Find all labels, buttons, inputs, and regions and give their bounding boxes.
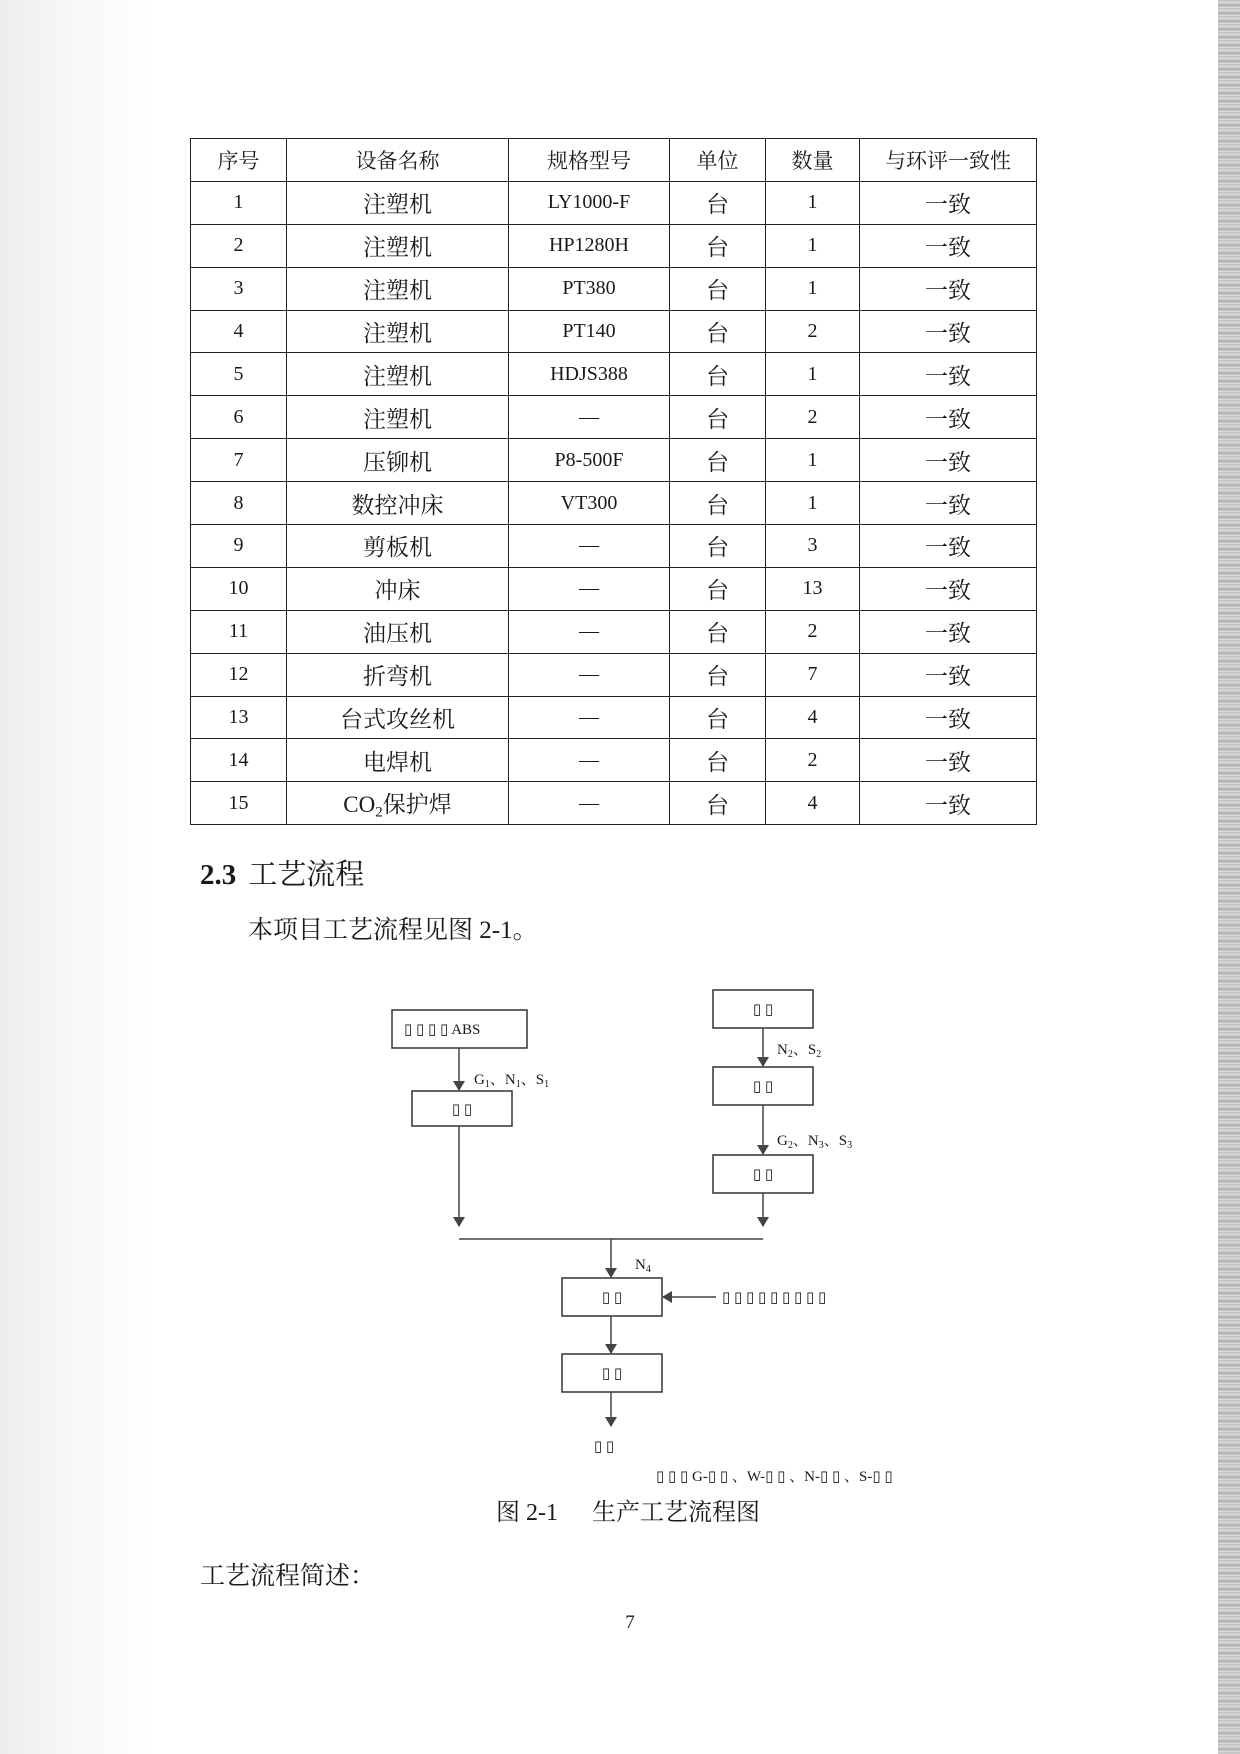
scan-shading-left <box>0 0 150 1754</box>
cell-qty: 2 <box>766 739 860 782</box>
cell-no: 1 <box>191 181 287 224</box>
figure-caption-title: 生产工艺流程图 <box>592 1500 760 1526</box>
cell-name: 数控冲床 <box>287 482 509 525</box>
table-row <box>191 567 1037 610</box>
flow-text-left-step: ▯ ▯ <box>451 1102 473 1118</box>
cell-no: 15 <box>191 782 287 825</box>
header-cell-unit: 单位 <box>670 139 766 182</box>
table-row <box>191 525 1037 568</box>
cell-model: PT380 <box>509 267 670 310</box>
cell-qty: 2 <box>766 310 860 353</box>
cell-consistency: 一致 <box>860 610 1037 653</box>
cell-qty: 1 <box>766 482 860 525</box>
table-row <box>191 439 1037 482</box>
cell-unit: 台 <box>670 353 766 396</box>
cell-unit: 台 <box>670 482 766 525</box>
table-row <box>191 482 1037 525</box>
cell-model: — <box>509 610 670 653</box>
cell-qty: 1 <box>766 224 860 267</box>
equipment-table <box>190 138 1037 825</box>
flow-label-merge-noise: $N_4$ <box>635 1257 651 1275</box>
cell-name: 油压机 <box>287 610 509 653</box>
scan-edge-right <box>1218 0 1240 1754</box>
cell-name <box>287 782 509 825</box>
flow-label-right-emissions-2: $G_2$、$N_3$、$S_3$ <box>777 1133 853 1151</box>
table-row <box>191 610 1037 653</box>
cell-no: 12 <box>191 653 287 696</box>
cell-no: 14 <box>191 739 287 782</box>
cell-model: — <box>509 739 670 782</box>
flow-text-right-top: ▯ ▯ <box>752 1002 774 1018</box>
cell-model: P8-500F <box>509 439 670 482</box>
figure-caption <box>496 1492 760 1527</box>
table-header-row <box>191 139 1037 182</box>
cell-model: — <box>509 653 670 696</box>
cell-name: 剪板机 <box>287 525 509 568</box>
cell-qty: 3 <box>766 525 860 568</box>
header-cell-qty: 数量 <box>766 139 860 182</box>
cell-qty: 7 <box>766 653 860 696</box>
table-row <box>191 181 1037 224</box>
cell-consistency: 一致 <box>860 482 1037 525</box>
header-cell-consistency: 与环评一致性 <box>860 139 1037 182</box>
cell-model: — <box>509 782 670 825</box>
cell-model: VT300 <box>509 482 670 525</box>
equipment-table-body <box>191 181 1037 824</box>
cell-qty: 4 <box>766 696 860 739</box>
cell-name: 折弯机 <box>287 653 509 696</box>
cell-name: 注塑机 <box>287 267 509 310</box>
cell-unit: 台 <box>670 653 766 696</box>
flow-text-side-input: ▯ ▯ ▯ ▯ ▯ ▯ ▯ ▯ ▯ <box>722 1290 827 1306</box>
table-row <box>191 653 1037 696</box>
cell-consistency: 一致 <box>860 739 1037 782</box>
table-row <box>191 782 1037 825</box>
cell-model: LY1000-F <box>509 181 670 224</box>
cell-no: 2 <box>191 224 287 267</box>
cell-unit: 台 <box>670 567 766 610</box>
cell-model: — <box>509 696 670 739</box>
header-cell-model: 规格型号 <box>509 139 670 182</box>
table-row <box>191 310 1037 353</box>
cell-no: 10 <box>191 567 287 610</box>
cell-unit: 台 <box>670 782 766 825</box>
process-flowchart <box>380 980 900 1490</box>
figure-caption-label: 图 2-1 <box>496 1500 558 1526</box>
cell-consistency: 一致 <box>860 782 1037 825</box>
cell-name: 电焊机 <box>287 739 509 782</box>
cell-unit: 台 <box>670 224 766 267</box>
cell-unit: 台 <box>670 739 766 782</box>
section-number: 2.3 <box>200 859 237 891</box>
cell-consistency: 一致 <box>860 353 1037 396</box>
cell-model: — <box>509 525 670 568</box>
cell-name: 注塑机 <box>287 353 509 396</box>
cell-no: 6 <box>191 396 287 439</box>
cell-name: 注塑机 <box>287 396 509 439</box>
flow-label-right-emissions-1: $N_2$、$S_2$ <box>777 1042 822 1060</box>
cell-consistency: 一致 <box>860 267 1037 310</box>
cell-name: 冲床 <box>287 567 509 610</box>
cell-name-main: CO <box>343 791 376 817</box>
cell-unit: 台 <box>670 310 766 353</box>
cell-no: 8 <box>191 482 287 525</box>
cell-unit: 台 <box>670 610 766 653</box>
cell-consistency: 一致 <box>860 396 1037 439</box>
section-title: 工艺流程 <box>248 859 365 891</box>
process-description-label: 工艺流程简述： <box>200 1563 376 1590</box>
section-heading <box>200 852 364 893</box>
cell-unit: 台 <box>670 696 766 739</box>
flow-text-merge: ▯ ▯ <box>601 1290 623 1306</box>
cell-consistency: 一致 <box>860 310 1037 353</box>
cell-model: HDJS388 <box>509 353 670 396</box>
flow-text-right-mid: ▯ ▯ <box>752 1079 774 1095</box>
table-row <box>191 739 1037 782</box>
cell-model: PT140 <box>509 310 670 353</box>
flow-text-output: ▯ ▯ <box>593 1439 615 1455</box>
intro-paragraph: 本项目工艺流程见图 2-1。 <box>248 917 538 944</box>
flow-text-next: ▯ ▯ <box>601 1366 623 1382</box>
table-row <box>191 267 1037 310</box>
cell-no: 3 <box>191 267 287 310</box>
cell-no: 11 <box>191 610 287 653</box>
cell-no: 13 <box>191 696 287 739</box>
table-row <box>191 224 1037 267</box>
table-row <box>191 396 1037 439</box>
cell-no: 5 <box>191 353 287 396</box>
flow-text-input-left: ▯ ▯ ▯ ▯ ABS <box>404 1022 481 1038</box>
cell-consistency: 一致 <box>860 525 1037 568</box>
header-cell-no: 序号 <box>191 139 287 182</box>
cell-unit: 台 <box>670 181 766 224</box>
flow-legend: ▯ ▯ ▯ G-▯ ▯ 、W-▯ ▯ 、N-▯ ▯ 、S-▯ ▯ <box>656 1469 893 1485</box>
cell-name: 注塑机 <box>287 224 509 267</box>
flow-text-right-low: ▯ ▯ <box>752 1167 774 1183</box>
cell-consistency: 一致 <box>860 653 1037 696</box>
cell-qty: 1 <box>766 353 860 396</box>
cell-consistency: 一致 <box>860 696 1037 739</box>
cell-qty: 1 <box>766 439 860 482</box>
cell-model: HP1280H <box>509 224 670 267</box>
cell-name-rest: 保护焊 <box>382 791 452 817</box>
cell-name: 注塑机 <box>287 181 509 224</box>
cell-consistency: 一致 <box>860 181 1037 224</box>
cell-unit: 台 <box>670 525 766 568</box>
cell-no: 4 <box>191 310 287 353</box>
cell-qty: 1 <box>766 181 860 224</box>
cell-unit: 台 <box>670 267 766 310</box>
cell-consistency: 一致 <box>860 224 1037 267</box>
table-row <box>191 696 1037 739</box>
cell-qty: 2 <box>766 396 860 439</box>
cell-no: 7 <box>191 439 287 482</box>
cell-name-subscript: 2 <box>375 804 383 821</box>
page-number: 7 <box>625 1612 635 1633</box>
cell-unit: 台 <box>670 396 766 439</box>
cell-model: — <box>509 567 670 610</box>
cell-qty: 4 <box>766 782 860 825</box>
cell-name: 压铆机 <box>287 439 509 482</box>
cell-name: 注塑机 <box>287 310 509 353</box>
cell-name: 台式攻丝机 <box>287 696 509 739</box>
cell-model: — <box>509 396 670 439</box>
cell-unit: 台 <box>670 439 766 482</box>
cell-consistency: 一致 <box>860 567 1037 610</box>
cell-qty: 13 <box>766 567 860 610</box>
flow-label-left-emissions: $G_1$、$N_1$、$S_1$ <box>474 1072 550 1090</box>
header-cell-name: 设备名称 <box>287 139 509 182</box>
table-row <box>191 353 1037 396</box>
cell-consistency: 一致 <box>860 439 1037 482</box>
cell-qty: 2 <box>766 610 860 653</box>
cell-qty: 1 <box>766 267 860 310</box>
cell-no: 9 <box>191 525 287 568</box>
